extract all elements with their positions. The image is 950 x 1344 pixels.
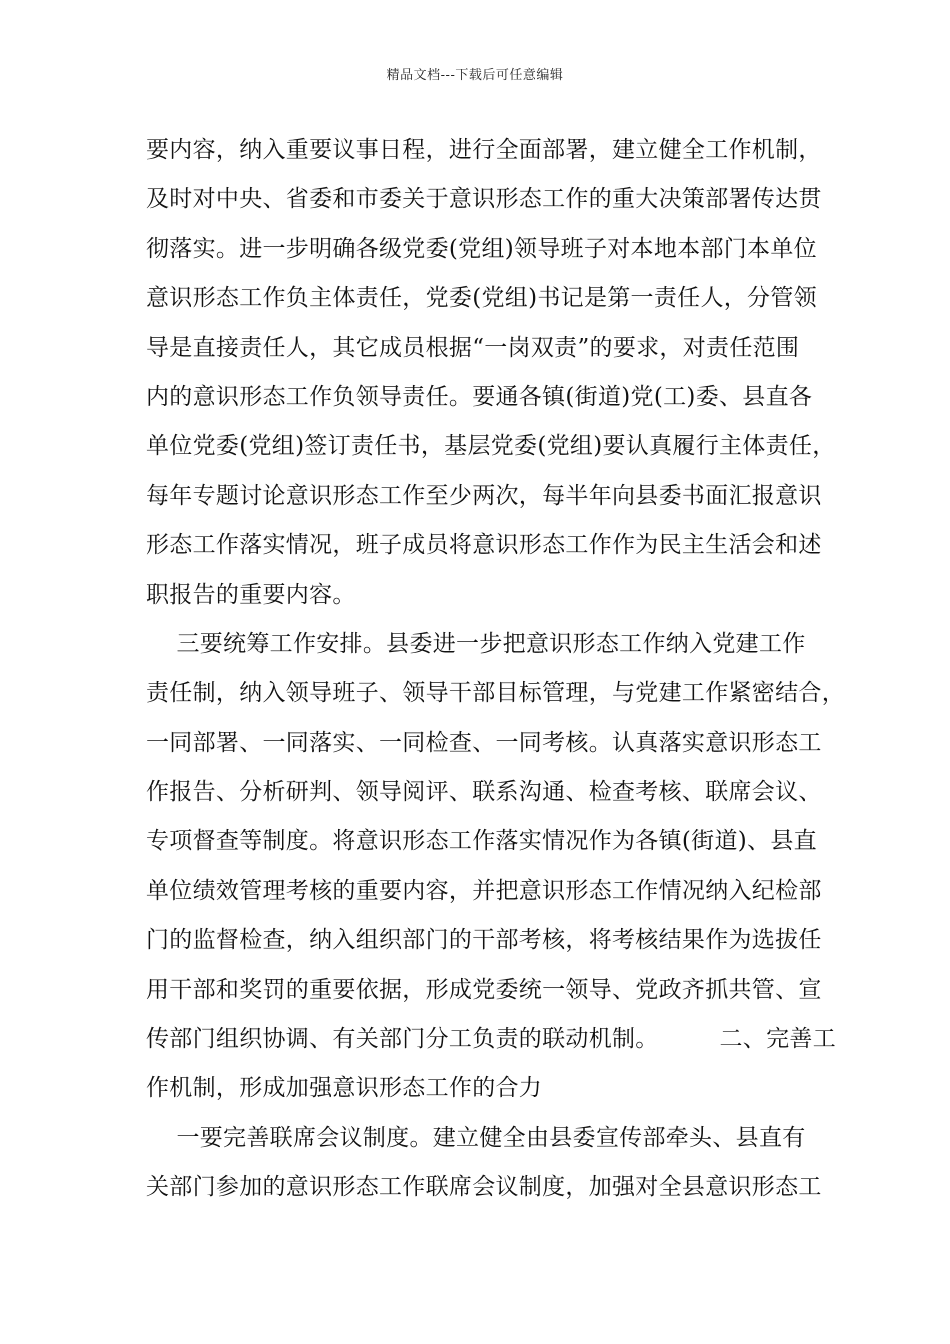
text-line: 三要统筹工作安排。县委进一步把意识形态工作纳入党建工作 xyxy=(146,630,806,657)
text-line: 一要完善联席会议制度。建立健全由县委宣传部牵头、县直有 xyxy=(146,1124,806,1151)
page-header: 精品文档---下载后可任意编辑 xyxy=(386,68,564,83)
text-line: 每年专题讨论意识形态工作至少两次，每半年向县委书面汇报意识 xyxy=(146,482,822,509)
text-line: 形态工作落实情况，班子成员将意识形态工作作为民主生活会和述 xyxy=(146,532,822,559)
text-line: 传部门组织协调、有关部门分工负责的联动机制。 二、完善工 xyxy=(146,1026,836,1053)
text-line: 专项督查等制度。将意识形态工作落实情况作为各镇(街道)、县直 xyxy=(146,828,817,855)
text-line: 及时对中央、省委和市委关于意识形态工作的重大决策部署传达贯 xyxy=(146,186,822,213)
text-line: 用干部和奖罚的重要依据，形成党委统一领导、党政齐抓共管、宣 xyxy=(146,976,822,1003)
document-body xyxy=(146,126,845,1213)
text-line: 彻落实。进一步明确各级党委(党组)领导班子对本地本部门本单位 xyxy=(146,235,817,262)
text-line: 门的监督检查，纳入组织部门的干部考核，将考核结果作为选拔任 xyxy=(146,927,822,954)
text-line: 导是直接责任人，其它成员根据“一岗双责”的要求，对责任范围 xyxy=(146,334,800,361)
text-line: 作报告、分析研判、领导阅评、联系沟通、检查考核、联席会议、 xyxy=(146,779,822,806)
text-line: 一同部署、一同落实、一同检查、一同考核。认真落实意识形态工 xyxy=(146,729,822,756)
text-line: 要内容，纳入重要议事日程，进行全面部署，建立健全工作机制， xyxy=(146,137,822,163)
text-line: 单位党委(党组)签订责任书，基层党委(党组)要认真履行主体责任， xyxy=(146,433,836,460)
text-line: 内的意识形态工作负领导责任。要通各镇(街道)党(工)委、县直各 xyxy=(146,383,813,410)
text-line: 意识形态工作负主体责任，党委(党组)书记是第一责任人，分管领 xyxy=(146,285,817,312)
text-line: 关部门参加的意识形态工作联席会议制度，加强对全县意识形态工 xyxy=(146,1174,822,1201)
text-line: 职报告的重要内容。 xyxy=(146,581,356,608)
text-line: 作机制，形成加强意识形态工作的合力 xyxy=(146,1075,543,1102)
text-line: 责任制，纳入领导班子、领导干部目标管理，与党建工作紧密结合， xyxy=(146,680,845,707)
text-line: 单位绩效管理考核的重要内容，并把意识形态工作情况纳入纪检部 xyxy=(146,877,822,904)
